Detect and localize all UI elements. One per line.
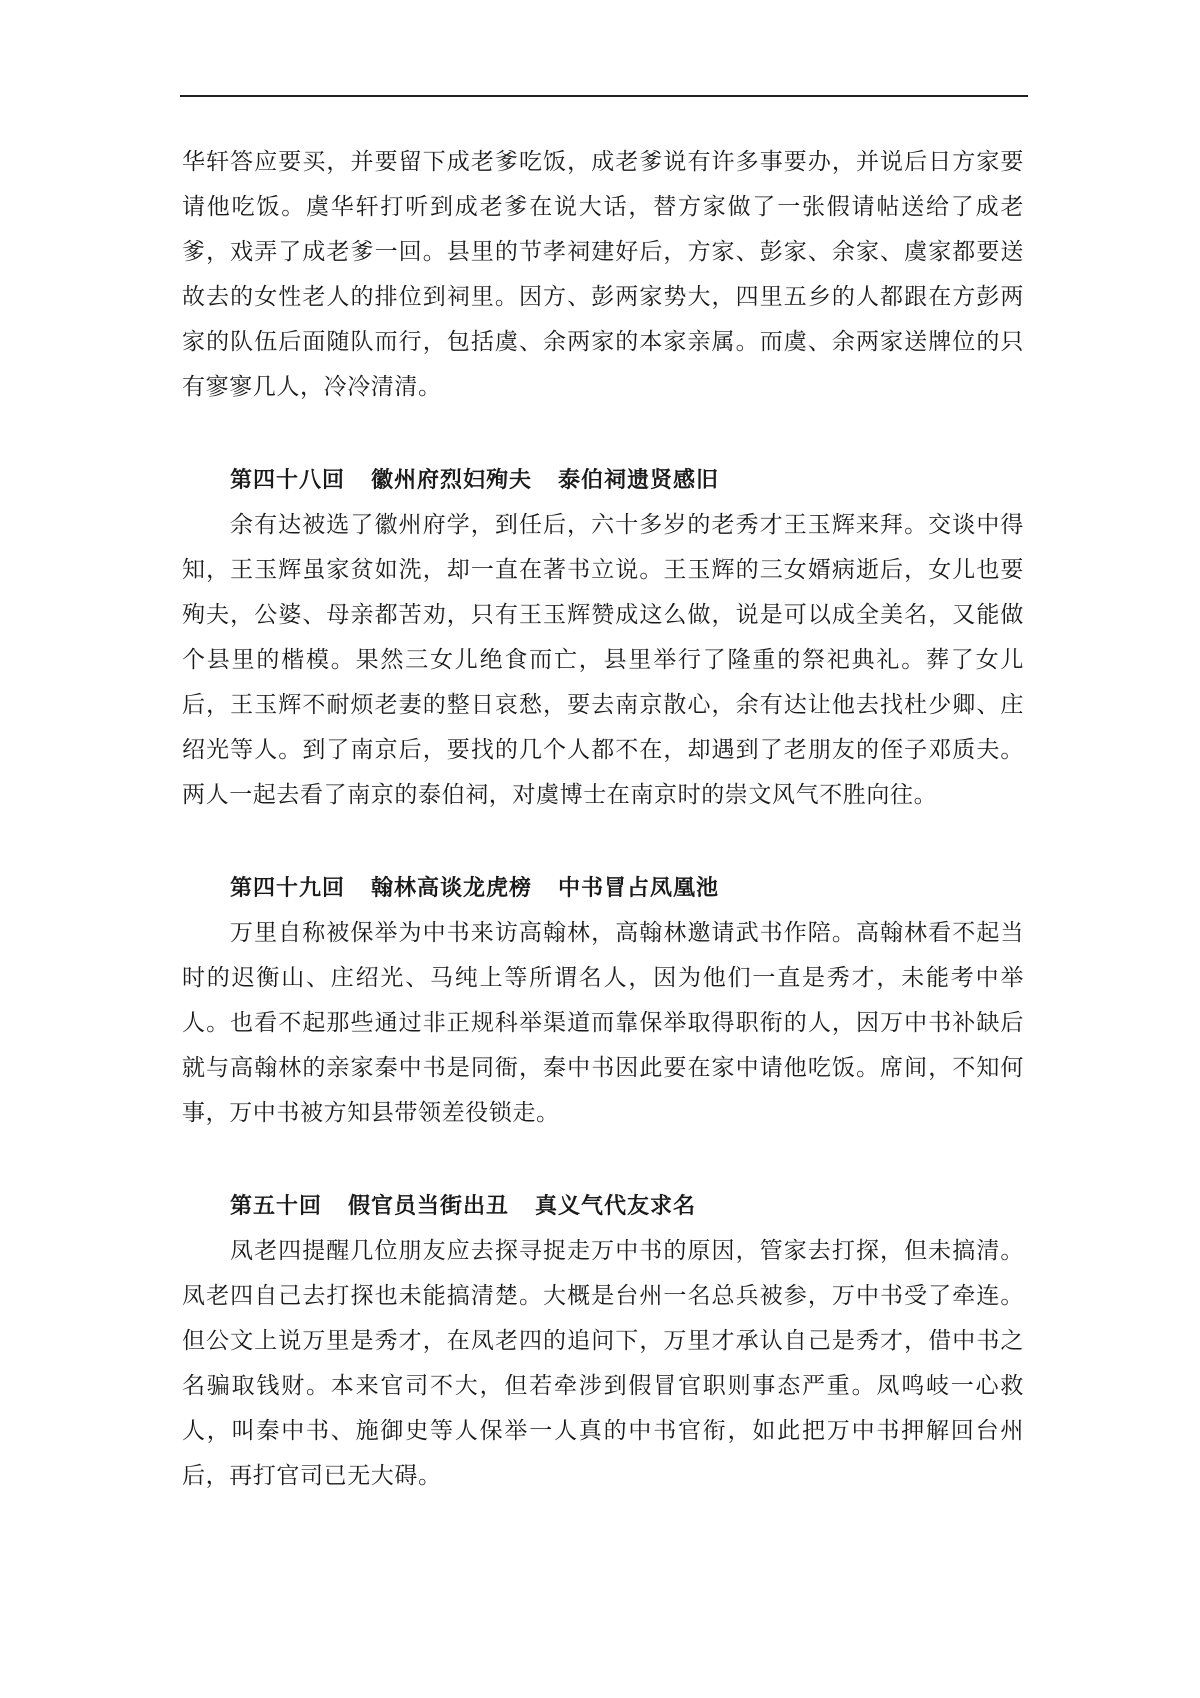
intro-paragraph: 华轩答应要买，并要留下成老爹吃饭，成老爹说有许多事要办，并说后日方家要请他吃饭。虞华轩打听到成老爹在说大话，替方家做了一张假请帖送给了成老爹，戏弄了成老爹一回。县里的节孝祠建好后，方家、彭家、余家、虞家都要送故去的女性老人的排位到祠里。因方、彭两家势大，四里五乡的人都跟在方彭两家的队伍后面随队而行，包括虞、余两家的本家亲属。而虞、余两家送牌位的只有寥寥几人，冷冷清清。	[182, 149, 1024, 400]
chapter-number: 第五十回	[230, 1194, 323, 1219]
page-content	[182, 140, 1024, 1499]
chapter-title	[182, 458, 1024, 503]
chapter-couplet-second: 中书冒占凤凰池	[558, 876, 720, 901]
chapter-summary: 凤老四提醒几位朋友应去探寻捉走万中书的原因，管家去打探，但未搞清。凤老四自己去打探也未能搞清楚。大概是台州一名总兵被参，万中书受了牵连。但公文上说万里是秀才，在凤老四的追问下，万里才承认自己是秀才，借中书之名骗取钱财。本来官司不大，但若牵涉到假冒官职则事态严重。凤鸣岐一心救人，叫秦中书、施御史等人保举一人真的中书官衔，如此把万中书押解回台州后，再打官司已无大碍。	[182, 1238, 1024, 1489]
chapter-couplet-second: 真义气代友求名	[535, 1194, 697, 1219]
chapter-summary: 万里自称被保举为中书来访高翰林，高翰林邀请武书作陪。高翰林看不起当时的迟衡山、庄绍光、马纯上等所谓名人，因为他们一直是秀才，未能考中举人。也看不起那些通过非正规科举渠道而靠保举取得职衔的人，因万中书补缺后就与高翰林的亲家秦中书是同衙，秦中书因此要在家中请他吃饭。席间，不知何事，万中书被方知县带领差役锁走。	[182, 920, 1024, 1126]
chapter-number: 第四十八回	[230, 468, 346, 493]
chapter-section-50	[182, 1184, 1024, 1499]
chapter-section-49	[182, 866, 1024, 1136]
chapter-number: 第四十九回	[230, 876, 346, 901]
header-rule	[180, 95, 1028, 97]
chapter-couplet-first: 翰林高谈龙虎榜	[371, 876, 533, 901]
chapter-couplet-second: 泰伯祠遗贤感旧	[558, 468, 720, 493]
chapter-couplet-first: 假官员当街出丑	[348, 1194, 510, 1219]
chapter-section-48	[182, 458, 1024, 818]
chapter-title	[182, 1184, 1024, 1229]
chapter-title	[182, 866, 1024, 911]
chapter-couplet-first: 徽州府烈妇殉夫	[371, 468, 533, 493]
chapter-summary: 余有达被选了徽州府学，到任后，六十多岁的老秀才王玉辉来拜。交谈中得知，王玉辉虽家贫如洗，却一直在著书立说。王玉辉的三女婿病逝后，女儿也要殉夫，公婆、母亲都苦劝，只有王玉辉赞成这么做，说是可以成全美名，又能做个县里的楷模。果然三女儿绝食而亡，县里举行了隆重的祭祀典礼。葬了女儿后，王玉辉不耐烦老妻的整日哀愁，要去南京散心，余有达让他去找杜少卿、庄绍光等人。到了南京后，要找的几个人都不在，却遇到了老朋友的侄子邓质夫。两人一起去看了南京的泰伯祠，对虞博士在南京时的崇文风气不胜向往。	[182, 512, 1024, 808]
